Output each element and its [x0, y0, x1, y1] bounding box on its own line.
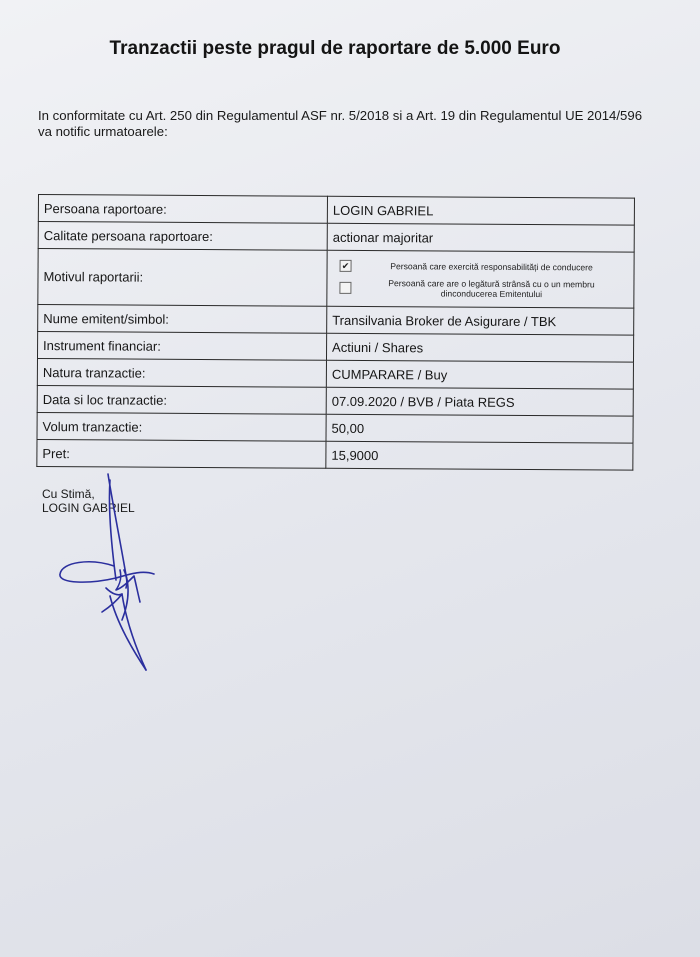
row-value: 50,00 — [326, 414, 633, 443]
row-value: Transilvania Broker de Asigurare / TBK — [327, 306, 634, 335]
table-row — [37, 332, 633, 363]
row-label: Persoana raportoare: — [38, 195, 327, 224]
table-row — [37, 439, 633, 470]
closing-salutation: Cu Stimă, — [42, 487, 95, 501]
table-row — [38, 249, 634, 309]
closing-name: LOGIN GABRIEL — [42, 501, 135, 515]
row-label: Nume emitent/simbol: — [38, 305, 327, 334]
reason-option-label: Persoană care exercită responsabilități de conducere — [390, 260, 593, 272]
intro-paragraph — [38, 108, 648, 140]
handwritten-signature — [50, 470, 170, 680]
row-label: Volum tranzactie: — [37, 412, 326, 441]
checkbox-close-link[interactable] — [339, 281, 351, 293]
intro-line-1: In conformitate cu Art. 250 din Regulamentul ASF nr. 5/2018 si a Art. 19 din Regulamentul UE 2014/596 — [38, 108, 643, 123]
row-label: Instrument financiar: — [37, 332, 326, 361]
row-value: 07.09.2020 / BVB / Piata REGS — [326, 387, 633, 416]
reason-options-cell — [327, 250, 634, 308]
signature-stroke — [122, 594, 146, 670]
table-row — [38, 305, 634, 336]
signature-stroke — [60, 562, 154, 582]
table-row — [38, 195, 634, 226]
document-title: Tranzactii peste pragul de raportare de 5.000 Euro — [109, 38, 561, 59]
reason-option-label-line1: Persoană care are o legătură strânsă cu o un membru — [388, 277, 595, 289]
row-value: actionar majoritar — [327, 223, 634, 252]
table-row — [37, 412, 633, 443]
row-label: Calitate persoana raportoare: — [38, 222, 327, 251]
report-table — [36, 194, 635, 471]
checkbox-management[interactable]: ✔ — [340, 259, 352, 271]
row-label: Natura tranzactie: — [37, 359, 326, 388]
row-value: CUMPARARE / Buy — [326, 360, 633, 389]
table-row — [38, 222, 634, 253]
signature-stroke — [102, 588, 122, 612]
table-row — [37, 385, 633, 416]
row-label: Pret: — [37, 439, 326, 468]
reason-option-close-link — [332, 274, 628, 302]
reason-option-label-line2: dinconducerea Emitentului — [440, 287, 543, 299]
table-row — [37, 359, 633, 390]
row-value: 15,9000 — [326, 441, 633, 470]
row-value: LOGIN GABRIEL — [327, 196, 634, 225]
row-value: Actiuni / Shares — [326, 333, 633, 362]
intro-line-2: va notific urmatoarele: — [38, 124, 168, 139]
reason-option-management — [333, 256, 629, 276]
reason-option-label — [371, 278, 611, 299]
row-label: Motivul raportarii: — [38, 249, 327, 307]
row-label: Data si loc tranzactie: — [37, 385, 326, 414]
